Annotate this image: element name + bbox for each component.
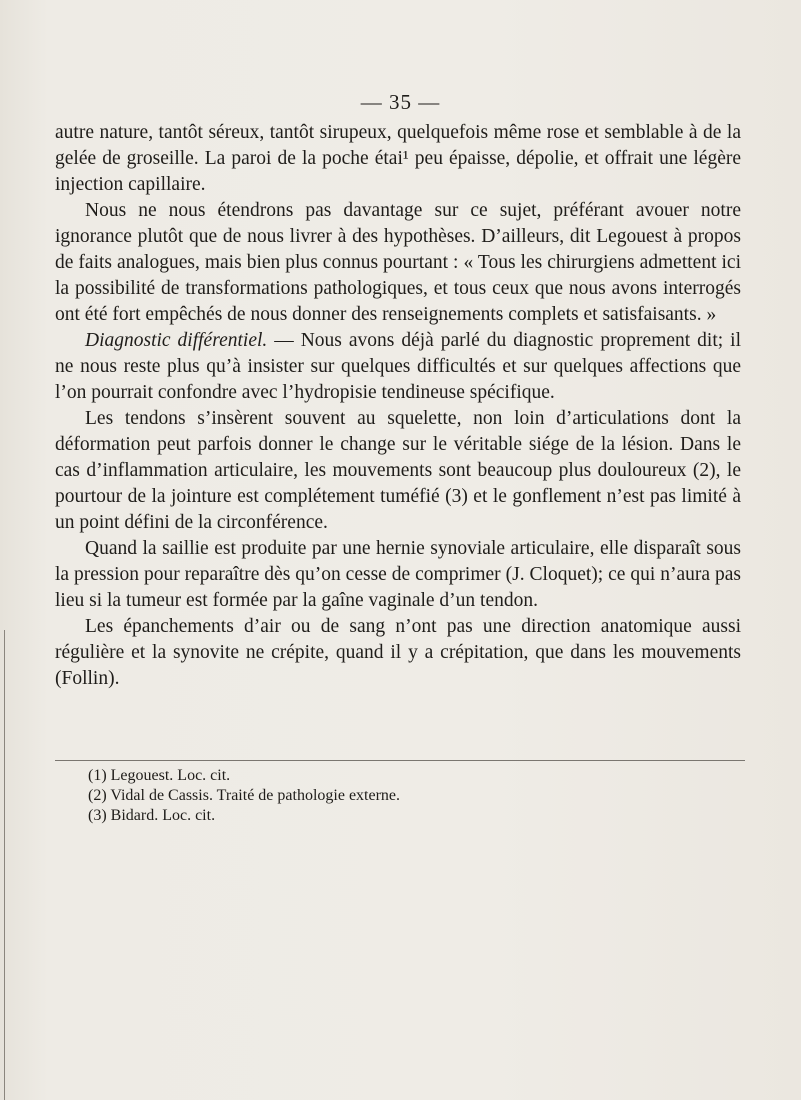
paragraph-4: Les tendons s’insèrent souvent au squelette, non loin d’articulations dont la déformation peut parfois donner le change sur le véritable siége de la lésion. Dans le cas d’inflammation articulaire, les mouvements sont beaucoup plus douloureux (2), le pourtour de la jointure est complétement tuméfié (3) et le gonflement n’est pas limité à un point défini de la circonférence. <box>55 408 741 533</box>
footnote-2: (2) Vidal de Cassis. Traité de pathologie externe. <box>88 787 401 804</box>
footnote-divider <box>55 760 745 761</box>
paragraph-5: Quand la saillie est produite par une hernie synoviale articulaire, elle disparaît sous la pression pour reparaître dès qu’on cesse de comprimer (J. Cloquet); ce qui n’aura pas lieu si la tumeur est formée par la gaîne vaginale d’un tendon. <box>55 538 741 611</box>
footnote-3: (3) Bidard. Loc. cit. <box>88 807 216 824</box>
page-edge-line <box>4 630 5 1100</box>
footnotes <box>88 766 738 826</box>
paragraph-1: autre nature, tantôt séreux, tantôt sirupeux, quelquefois même rose et semblable à de la gelée de groseille. La paroi de la poche étai¹ peu épaisse, dépolie, et offrait une légère injection capillaire. <box>55 122 741 195</box>
paragraph-3 <box>55 328 741 406</box>
paragraph-2: Nous ne nous étendrons pas davantage sur ce sujet, préférant avouer notre ignorance plutôt que de nous livrer à des hypothèses. D’ailleurs, dit Legouest à propos de faits analogues, mais bien plus connus pourtant : « Tous les chirurgiens admettent ici la possibilité de transformations pathologiques, et tous ceux que nous avons interrogés ont été fort empêchés de nous donner des renseignements complets et satisfaisants. » <box>55 200 741 325</box>
footnote-1: (1) Legouest. Loc. cit. <box>88 767 231 784</box>
body-text <box>55 120 741 692</box>
section-heading: Diagnostic différentiel. <box>85 330 268 351</box>
page-number: — 35 — <box>360 90 441 114</box>
section-heading-text: — Nous avons déjà parlé du diagnostic proprement dit; il ne nous reste plus qu’à insister sur quelques difficultés et sur quelques affections que l’on pourrait confondre avec l’hydropisie tendineuse spécifique. <box>55 330 741 403</box>
paragraph-6: Les épanchements d’air ou de sang n’ont pas une direction anatomique aussi régulière et la synovite ne crépite, quand il y a crépitation, que dans les mouvements (Follin). <box>55 616 741 689</box>
